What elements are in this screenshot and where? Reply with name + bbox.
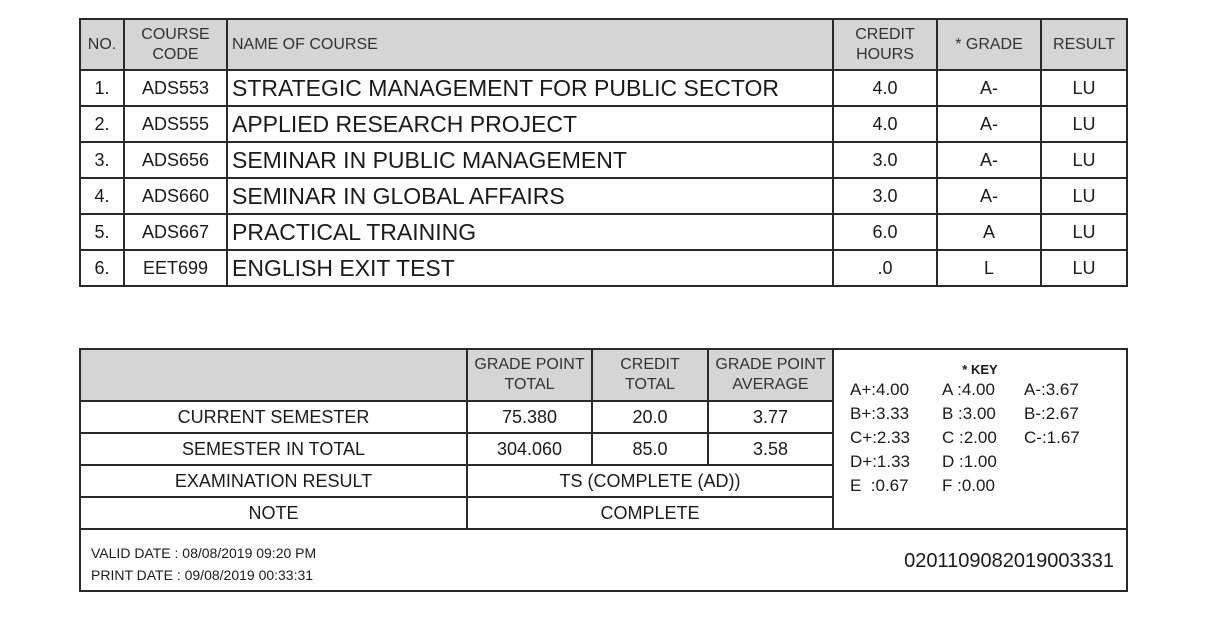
grade-key-item: A-:3.67	[1024, 380, 1079, 399]
course-name: APPLIED RESEARCH PROJECT	[227, 106, 833, 142]
semester-total-label: SEMESTER IN TOTAL	[80, 433, 467, 465]
header-credit-hours: CREDIT HOURS	[833, 19, 937, 70]
header-result: RESULT	[1041, 19, 1127, 70]
examination-result-label: EXAMINATION RESULT	[80, 465, 467, 497]
course-result: LU	[1041, 214, 1127, 250]
course-no: 3.	[80, 142, 124, 178]
course-credit-hours: 4.0	[833, 106, 937, 142]
header-grade: * GRADE	[937, 19, 1041, 70]
course-name: STRATEGIC MANAGEMENT FOR PUBLIC SECTOR	[227, 70, 833, 106]
header-grade-point-average: GRADE POINT AVERAGE	[708, 349, 833, 401]
grade-key-item: A :4.00	[942, 380, 995, 399]
course-row	[80, 106, 1127, 142]
header-course-code: COURSE CODE	[124, 19, 227, 70]
course-row	[80, 250, 1127, 286]
summary-header-blank	[80, 349, 467, 401]
header-no: NO.	[80, 19, 124, 70]
total-cgpa: 3.58	[708, 433, 833, 465]
examination-result-value: TS (COMPLETE (AD))	[467, 465, 833, 497]
document-dates	[91, 542, 316, 586]
grade-key-item: B-:2.67	[1024, 404, 1079, 423]
course-grade: A-	[937, 178, 1041, 214]
course-name: PRACTICAL TRAINING	[227, 214, 833, 250]
course-name: SEMINAR IN PUBLIC MANAGEMENT	[227, 142, 833, 178]
document-number: 0201109082019003331	[904, 550, 1114, 572]
current-credit-total: 20.0	[592, 401, 708, 433]
course-code: ADS555	[124, 106, 227, 142]
summary-table	[79, 348, 1128, 592]
course-name: ENGLISH EXIT TEST	[227, 250, 833, 286]
total-credit-total: 85.0	[592, 433, 708, 465]
print-date: PRINT DATE : 09/08/2019 00:33:31	[91, 567, 314, 583]
course-no: 4.	[80, 178, 124, 214]
header-grade-point-total: GRADE POINT TOTAL	[467, 349, 592, 401]
course-code: ADS553	[124, 70, 227, 106]
course-code: EET699	[124, 250, 227, 286]
course-name: SEMINAR IN GLOBAL AFFAIRS	[227, 178, 833, 214]
course-result: LU	[1041, 142, 1127, 178]
course-credit-hours: .0	[833, 250, 937, 286]
course-table	[79, 18, 1128, 287]
note-value: COMPLETE	[467, 497, 833, 529]
course-row	[80, 178, 1127, 214]
course-result: LU	[1041, 70, 1127, 106]
grade-key-title: * KEY	[962, 362, 998, 377]
current-semester-label: CURRENT SEMESTER	[80, 401, 467, 433]
course-code: ADS667	[124, 214, 227, 250]
grade-key-item	[1024, 474, 1106, 498]
course-credit-hours: 3.0	[833, 178, 937, 214]
course-code: ADS660	[124, 178, 227, 214]
total-grade-point-total: 304.060	[467, 433, 592, 465]
grade-key-item: C-:1.67	[1024, 428, 1080, 447]
course-credit-hours: 6.0	[833, 214, 937, 250]
document-footer	[80, 529, 1127, 591]
current-grade-point-total: 75.380	[467, 401, 592, 433]
course-grade: A-	[937, 70, 1041, 106]
course-code: ADS656	[124, 142, 227, 178]
course-result: LU	[1041, 106, 1127, 142]
grade-key-item: B+:3.33	[850, 404, 910, 423]
grade-key-grid	[850, 378, 1126, 498]
grade-key-item: E :0.67	[850, 476, 909, 495]
header-credit-total: CREDIT TOTAL	[592, 349, 708, 401]
course-no: 1.	[80, 70, 124, 106]
course-result: LU	[1041, 178, 1127, 214]
course-result: LU	[1041, 250, 1127, 286]
grade-key-item: D+:1.33	[850, 452, 911, 471]
course-grade: A	[937, 214, 1041, 250]
course-no: 5.	[80, 214, 124, 250]
grade-key-item: C :2.00	[942, 428, 997, 447]
course-grade: A-	[937, 106, 1041, 142]
course-row	[80, 214, 1127, 250]
course-credit-hours: 3.0	[833, 142, 937, 178]
course-table-header	[80, 19, 1127, 70]
course-no: 6.	[80, 250, 124, 286]
grade-key-item: A+:4.00	[850, 380, 910, 399]
header-course-name: NAME OF COURSE	[227, 19, 833, 70]
note-label: NOTE	[80, 497, 467, 529]
course-row	[80, 142, 1127, 178]
grade-key	[833, 349, 1127, 529]
course-row	[80, 70, 1127, 106]
course-credit-hours: 4.0	[833, 70, 937, 106]
grade-key-item	[1024, 450, 1106, 474]
valid-date: VALID DATE : 08/08/2019 09:20 PM	[91, 545, 317, 561]
grade-key-item: C+:2.33	[850, 428, 911, 447]
grade-key-item: B :3.00	[942, 404, 996, 423]
course-no: 2.	[80, 106, 124, 142]
current-gpa: 3.77	[708, 401, 833, 433]
grade-key-item: F :0.00	[942, 476, 995, 495]
grade-key-item: D :1.00	[942, 452, 997, 471]
course-grade: L	[937, 250, 1041, 286]
course-grade: A-	[937, 142, 1041, 178]
